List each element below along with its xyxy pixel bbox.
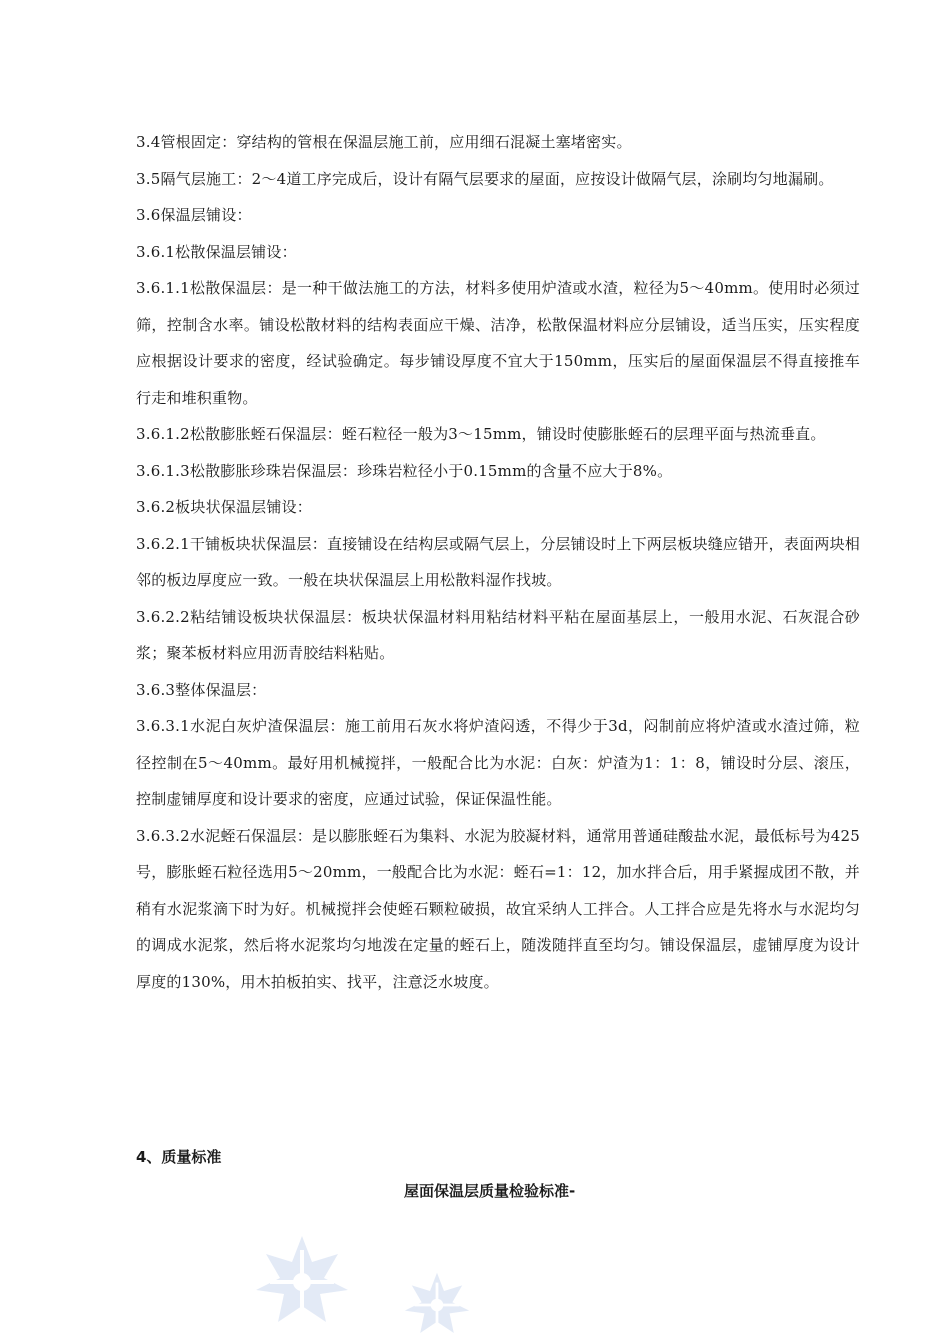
table-title: 屋面保温层质量检验标准-	[404, 1182, 576, 1200]
paragraph-3-6-2: 3.6.2板块状保温层铺设：	[136, 498, 312, 516]
watermark-snowflake-icon	[252, 1232, 352, 1332]
paragraph-3-6-3-2: 3.6.3.2水泥蛭石保温层：是以膨胀蛭石为集料、水泥为胶凝材料，通常用普通硅酸盐水泥，最低标号为425号，膨胀蛭石粒径选用5～20mm，一般配合比为水泥：蛭石=1：12，加水拌合后，用手紧握成团不散，并稍有水泥浆滴下时为好。机械搅拌会使蛭石颗粒破损，故宜采纳人工拌合。人工拌合应是先将水与水泥均匀的调成水泥浆，然后将水泥浆均匀地泼在定量的蛭石上，随泼随拌直至均匀。铺设保温层，虚铺厚度为设计厚度的130%，用木拍板拍实、找平，注意泛水坡度。	[136, 826, 860, 991]
paragraph-3-6-1: 3.6.1松散保温层铺设：	[136, 242, 297, 261]
paragraph-3-6: 3.6保温层铺设：	[136, 206, 252, 224]
paragraph-3-6-2-1: 3.6.2.1干铺板块状保温层：直接铺设在结构层或隔气层上，分层铺设时上下两层板块缝应错开，表面两块相邻的板边厚度应一致。一般在块状保温层上用松散料湿作找坡。	[136, 534, 860, 589]
watermark-snowflake-icon	[402, 1270, 472, 1340]
paragraph-3-6-3: 3.6.3整体保温层：	[136, 680, 267, 699]
paragraph-3-6-1-2: 3.6.1.2松散膨胀蛭石保温层：蛭石粒径一般为3～15mm，铺设时使膨胀蛭石的层理平面与热流垂直。	[136, 425, 826, 443]
section-heading: 4、质量标准	[136, 1148, 222, 1166]
paragraph-3-4: 3.4管根固定：穿结构的管根在保温层施工前，应用细石混凝土塞堵密实。	[136, 133, 632, 151]
paragraph-3-6-1-1: 3.6.1.1松散保温层：是一种干做法施工的方法，材料多使用炉渣或水渣，粒径为5～40mm。使用时必须过筛，控制含水率。铺设松散材料的结构表面应干燥、洁净，松散保温材料应分层铺设，适当压实，压实程度应根据设计要求的密度，经试验确定。每步铺设厚度不宜大于150mm，压实后的屋面保温层不得直接推车行走和堆积重物。	[136, 279, 860, 407]
body-text	[136, 124, 860, 1000]
paragraph-3-6-2-2: 3.6.2.2粘结铺设板块状保温层：板块状保温材料用粘结材料平粘在屋面基层上，一般用水泥、石灰混合砂浆；聚苯板材料应用沥青胶结料粘贴。	[136, 607, 860, 662]
paragraph-3-5: 3.5隔气层施工：2～4道工序完成后，设计有隔气层要求的屋面，应按设计做隔气层，涂刷均匀地漏刷。	[136, 169, 834, 188]
paragraph-3-6-1-3: 3.6.1.3松散膨胀珍珠岩保温层：珍珠岩粒径小于0.15mm的含量不应大于8%。	[136, 461, 673, 480]
paragraph-3-6-3-1: 3.6.3.1水泥白灰炉渣保温层：施工前用石灰水将炉渣闷透，不得少于3d，闷制前应将炉渣或水渣过筛，粒径控制在5～40mm。最好用机械搅拌，一般配合比为水泥：白灰：炉渣为1：1：8，铺设时分层、滚压，控制虚铺厚度和设计要求的密度，应通过试验，保证保温性能。	[136, 717, 860, 808]
